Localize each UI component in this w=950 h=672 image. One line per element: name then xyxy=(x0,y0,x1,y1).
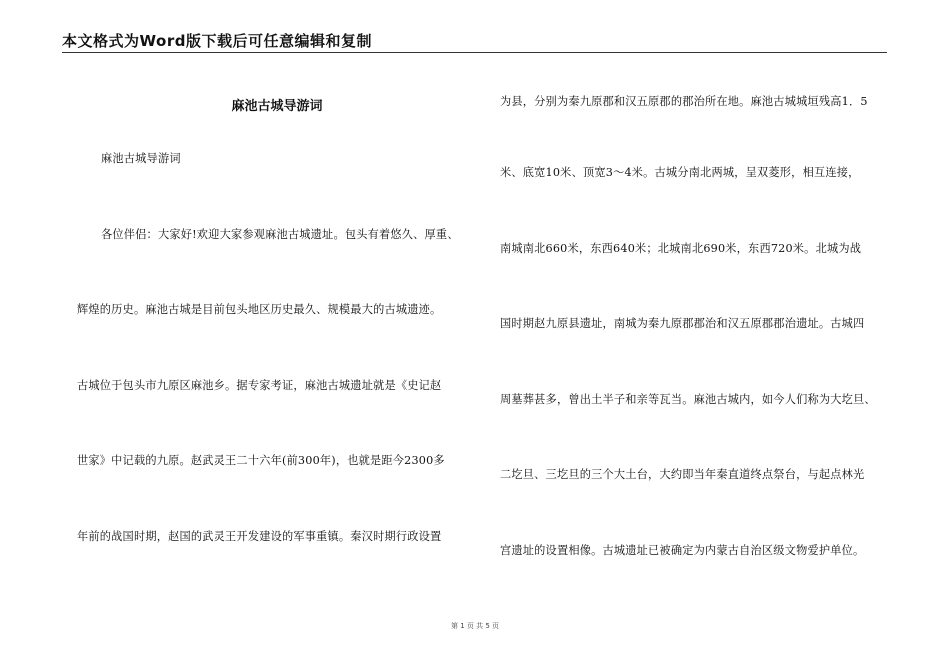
paragraph-line: 米、底宽10米、顶宽3～4米。古城分南北两城，呈双菱形，相互连接， xyxy=(500,166,860,179)
paragraph-line: 周墓葬甚多，曾出土半子和亲等瓦当。麻池古城内，如今人们称为大圪旦、 xyxy=(500,393,876,406)
paragraph-line: 为县，分别为秦九原郡和汉五原郡的郡治所在地。麻池古城城垣残高1．5 xyxy=(500,95,868,108)
paragraph-line: 南城南北660米，东西640米；北城南北690米，东西720米。北城为战 xyxy=(500,242,862,255)
paragraph-line: 世家》中记载的九原。赵武灵王二十六年(前300年)，也就是距今2300多 xyxy=(77,454,445,467)
paragraph-line: 宫遗址的设置相像。古城遗址已被确定为内蒙古自治区级文物爱护单位。 xyxy=(500,544,865,557)
paragraph-line: 辉煌的历史。麻池古城是目前包头地区历史最久、规模最大的古城遗迹。 xyxy=(77,303,442,316)
paragraph-line: 各位伴侣：大家好!欢迎大家参观麻池古城遗址。包头有着悠久、厚重、 xyxy=(101,228,459,241)
paragraph-line: 国时期赵九原县遗址，南城为秦九原郡郡治和汉五原郡郡治遗址。古城四 xyxy=(500,317,865,330)
subtitle-line: 麻池古城导游词 xyxy=(101,152,181,165)
paragraph-line: 二圪旦、三圪旦的三个大土台，大约即当年秦直道终点祭台，与起点林光 xyxy=(500,468,865,481)
document-title: 麻池古城导游词 xyxy=(231,99,323,114)
banner-divider xyxy=(62,52,887,53)
page-footer: 第 1 页 共 5 页 xyxy=(450,622,500,630)
document-banner: 本文格式为Word版下载后可任意编辑和复制 xyxy=(62,32,372,50)
paragraph-line: 年前的战国时期，赵国的武灵王开发建设的军事重镇。秦汉时期行政设置 xyxy=(77,530,442,543)
paragraph-line: 古城位于包头市九原区麻池乡。据专家考证，麻池古城遗址就是《史记赵 xyxy=(77,379,442,392)
